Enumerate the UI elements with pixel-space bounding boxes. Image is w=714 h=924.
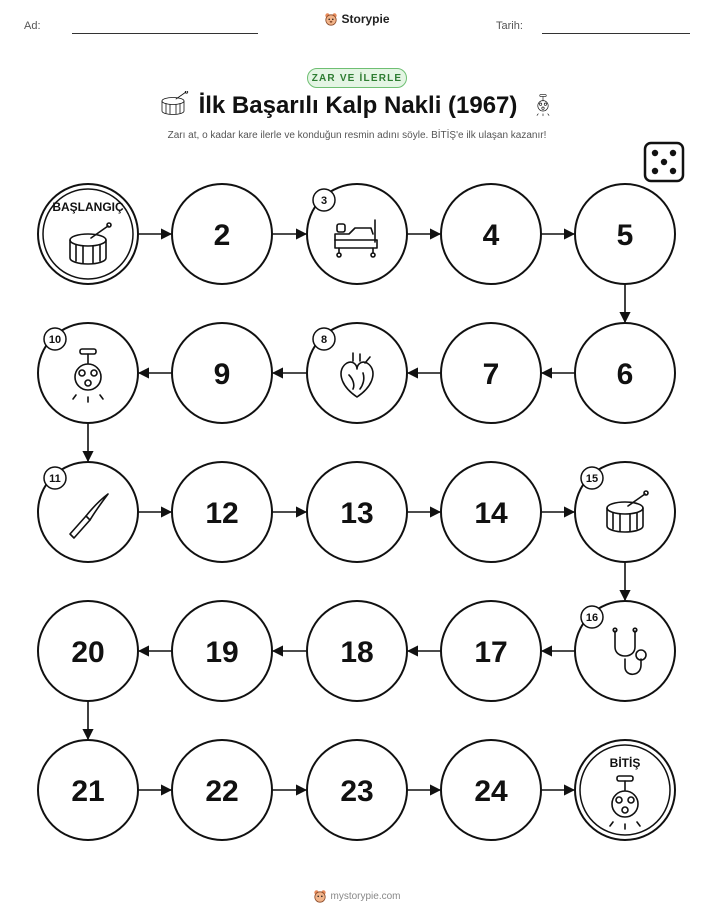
board-space [575, 601, 675, 701]
page-title-text: İlk Başarılı Kalp Nakli (1967) [198, 92, 518, 119]
space-number: 11 [49, 473, 61, 485]
board-space [172, 462, 272, 562]
space-number: 18 [340, 636, 374, 669]
board-space [441, 462, 541, 562]
storypie-logo-icon [313, 889, 327, 906]
start-space [38, 184, 138, 284]
board-space [575, 462, 675, 562]
board-space [441, 601, 541, 701]
board-space [307, 740, 407, 840]
space-number: 9 [213, 358, 231, 391]
space-number: 10 [48, 334, 62, 346]
finish-label: BİTİŞ [609, 756, 641, 770]
name-label: Ad: [24, 20, 41, 32]
board-space [38, 462, 138, 562]
board-space [441, 740, 541, 840]
space-number: 17 [474, 636, 508, 669]
board-space [172, 740, 272, 840]
finish-space [575, 740, 675, 840]
board-space [38, 323, 138, 423]
space-number: 7 [482, 358, 500, 391]
game-type-badge: ZAR VE İLERLE [307, 68, 407, 88]
board-space [38, 740, 138, 840]
date-label: Tarih: [496, 20, 523, 32]
footer [0, 889, 714, 906]
start-label: BAŞLANGIÇ [52, 200, 124, 214]
board-space [575, 184, 675, 284]
board-space [307, 462, 407, 562]
space-number: 21 [71, 775, 105, 808]
board-space [307, 323, 407, 423]
space-number: 8 [320, 334, 328, 346]
board-space [575, 323, 675, 423]
board-space [307, 601, 407, 701]
board-space [172, 601, 272, 701]
dice-icon [645, 143, 683, 181]
board-space [441, 323, 541, 423]
space-number: 19 [205, 636, 239, 669]
space-number: 14 [474, 497, 508, 530]
space-number: 6 [616, 358, 634, 391]
space-number: 23 [340, 775, 374, 808]
space-number: 2 [213, 219, 231, 252]
space-number: 3 [320, 195, 328, 207]
board-space [172, 323, 272, 423]
space-number: 24 [474, 775, 508, 808]
space-number: 5 [616, 219, 634, 252]
board-space [38, 601, 138, 701]
board-space [441, 184, 541, 284]
space-number: 20 [71, 636, 105, 669]
space-number: 4 [482, 219, 500, 252]
board-space [307, 184, 407, 284]
space-number: 12 [205, 497, 239, 530]
board-space [172, 184, 272, 284]
brand-name: Storypie [341, 12, 390, 26]
space-number: 22 [205, 775, 239, 808]
space-number: 15 [585, 473, 599, 485]
space-number: 13 [340, 497, 374, 530]
board-spaces [38, 184, 675, 840]
instructions: Zarı at, o kadar kare ilerle ve konduğun resmin adını söyle. BİTİŞ'e ilk ulaşan kazanır! [167, 130, 547, 141]
footer-site: mystorypie.com [330, 891, 401, 902]
space-number: 16 [585, 612, 599, 624]
